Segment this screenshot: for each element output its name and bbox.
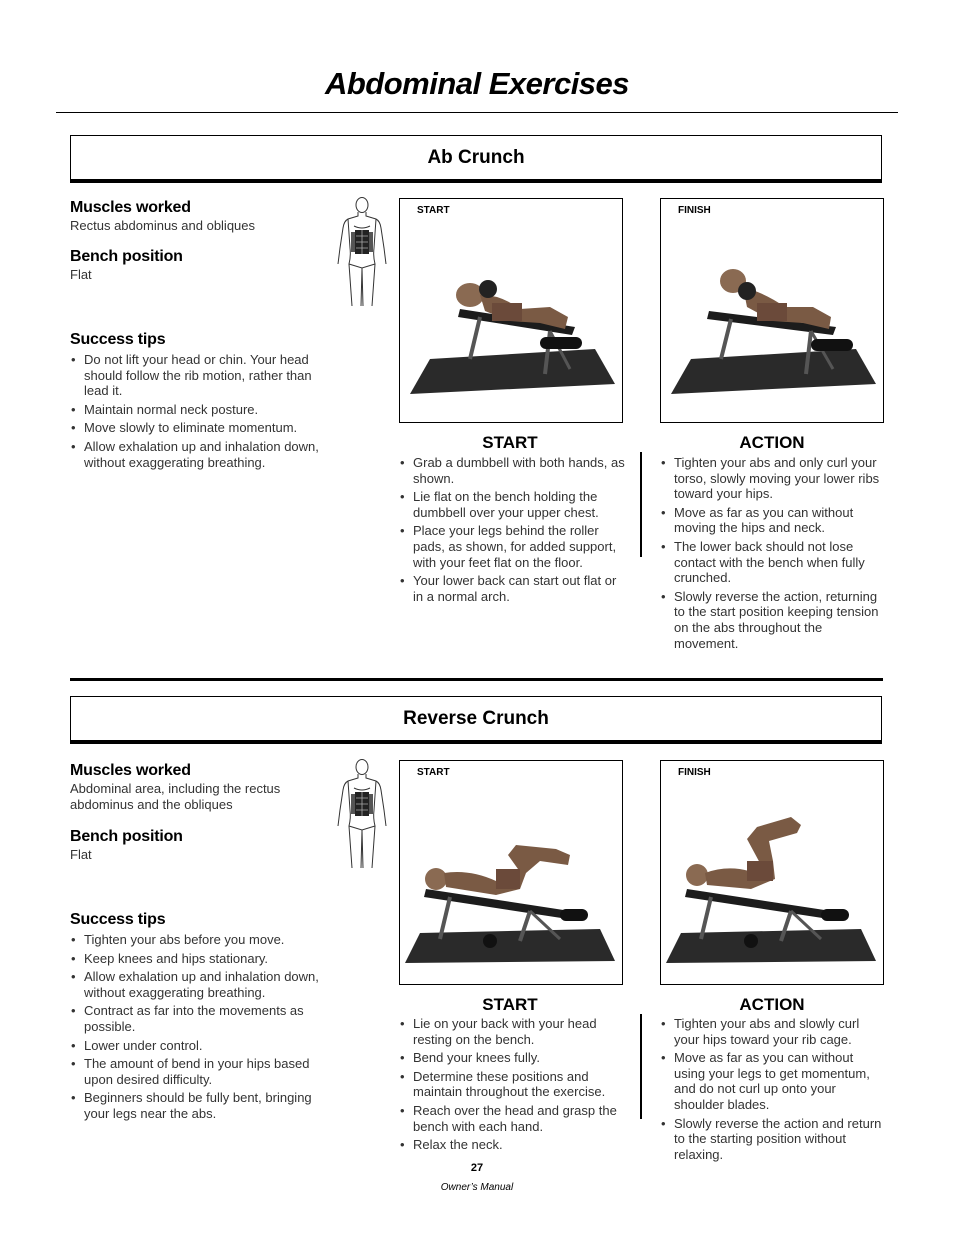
tips-heading: Success tips	[70, 911, 166, 928]
muscles-heading: Muscles worked	[70, 199, 191, 216]
list-item: • Tighten your abs and slowly curl your hips toward your rib cage.	[660, 1016, 882, 1047]
photo-label-finish: FINISH	[678, 767, 711, 778]
list-item: • Reach over the head and grasp the bench with each hand.	[399, 1103, 635, 1134]
list-item: • Bend your knees fully.	[399, 1050, 635, 1066]
tips-list	[70, 932, 322, 1125]
bench-text: Flat	[70, 267, 92, 282]
list-item: • Relax the neck.	[399, 1137, 635, 1153]
start-steps-list	[399, 1016, 635, 1156]
list-item: • Tighten your abs before you move.	[70, 932, 322, 948]
list-item: • Lie on your back with your head resting on the bench.	[399, 1016, 635, 1047]
start-heading: START	[482, 433, 538, 452]
list-item: • Slowly reverse the action and return to the starting position without relaxing.	[660, 1116, 882, 1163]
list-item: • Move as far as you can without using your legs to get momentum, and do not curl up onto your shoulder blades.	[660, 1050, 882, 1112]
list-item: • Do not lift your head or chin. Your head should follow the rib motion, rather than lead it.	[70, 352, 322, 399]
anatomy-figure-icon	[334, 196, 390, 310]
exercise-photo-start	[399, 760, 623, 985]
bench-heading: Bench position	[70, 828, 183, 845]
list-item: • Grab a dumbbell with both hands, as shown.	[399, 455, 627, 486]
footer-text: Owner’s Manual	[440, 1182, 514, 1193]
tips-list	[70, 352, 322, 473]
section-divider	[70, 678, 883, 681]
start-heading: START	[482, 995, 538, 1014]
bench-heading: Bench position	[70, 248, 183, 265]
section-title-ab-crunch: Ab Crunch	[70, 135, 882, 183]
muscles-text: Rectus abdominus and obliques	[70, 218, 256, 233]
exercise-photo-start	[399, 198, 623, 423]
list-item: • Move as far as you can without moving the hips and neck.	[660, 505, 882, 536]
action-steps-list	[660, 1016, 882, 1165]
list-item: • Maintain normal neck posture.	[70, 402, 322, 418]
list-item: • Place your legs behind the roller pads, as shown, for added support, with your feet flat on the floor.	[399, 523, 627, 570]
start-steps-list	[399, 455, 627, 607]
action-heading: ACTION	[739, 433, 805, 452]
list-item: • Allow exhalation up and inhalation down, without exaggerating breathing.	[70, 439, 322, 470]
list-item: • Lie flat on the bench holding the dumbbell over your upper chest.	[399, 489, 627, 520]
column-divider	[640, 1014, 642, 1119]
list-item: • Tighten your abs and only curl your torso, slowly moving your lower ribs toward your hips.	[660, 455, 882, 502]
action-heading: ACTION	[739, 995, 805, 1014]
muscles-text: Abdominal area, including the rectus abdominus and the obliques	[70, 781, 281, 812]
list-item: • Determine these positions and maintain throughout the exercise.	[399, 1069, 635, 1100]
list-item: • The amount of bend in your hips based upon desired difficulty.	[70, 1056, 322, 1087]
page-number: 27	[470, 1162, 484, 1174]
list-item: • Lower under control.	[70, 1038, 322, 1054]
column-divider	[640, 452, 642, 557]
list-item: • Allow exhalation up and inhalation down, without exaggerating breathing.	[70, 969, 322, 1000]
list-item: • Your lower back can start out flat or in a normal arch.	[399, 573, 627, 604]
title-divider	[56, 112, 898, 113]
tips-heading: Success tips	[70, 331, 166, 348]
list-item: • Slowly reverse the action, returning to the start position keeping tension on the abs throughout the movement.	[660, 589, 882, 651]
exercise-photo-finish	[660, 198, 884, 423]
action-steps-list	[660, 455, 882, 654]
exercise-photo-finish	[660, 760, 884, 985]
anatomy-figure-icon	[334, 758, 390, 872]
photo-label-start: START	[417, 205, 450, 216]
photo-label-start: START	[417, 767, 450, 778]
list-item: • Beginners should be fully bent, bringing your legs near the abs.	[70, 1090, 322, 1121]
section-title-reverse-crunch: Reverse Crunch	[70, 696, 882, 744]
list-item: • Keep knees and hips stationary.	[70, 951, 322, 967]
photo-label-finish: FINISH	[678, 205, 711, 216]
bench-text: Flat	[70, 847, 92, 862]
muscles-heading: Muscles worked	[70, 762, 191, 779]
list-item: • The lower back should not lose contact with the bench when fully crunched.	[660, 539, 882, 586]
list-item: • Move slowly to eliminate momentum.	[70, 420, 322, 436]
list-item: • Contract as far into the movements as possible.	[70, 1003, 322, 1034]
page-title: Abdominal Exercises	[324, 66, 630, 101]
